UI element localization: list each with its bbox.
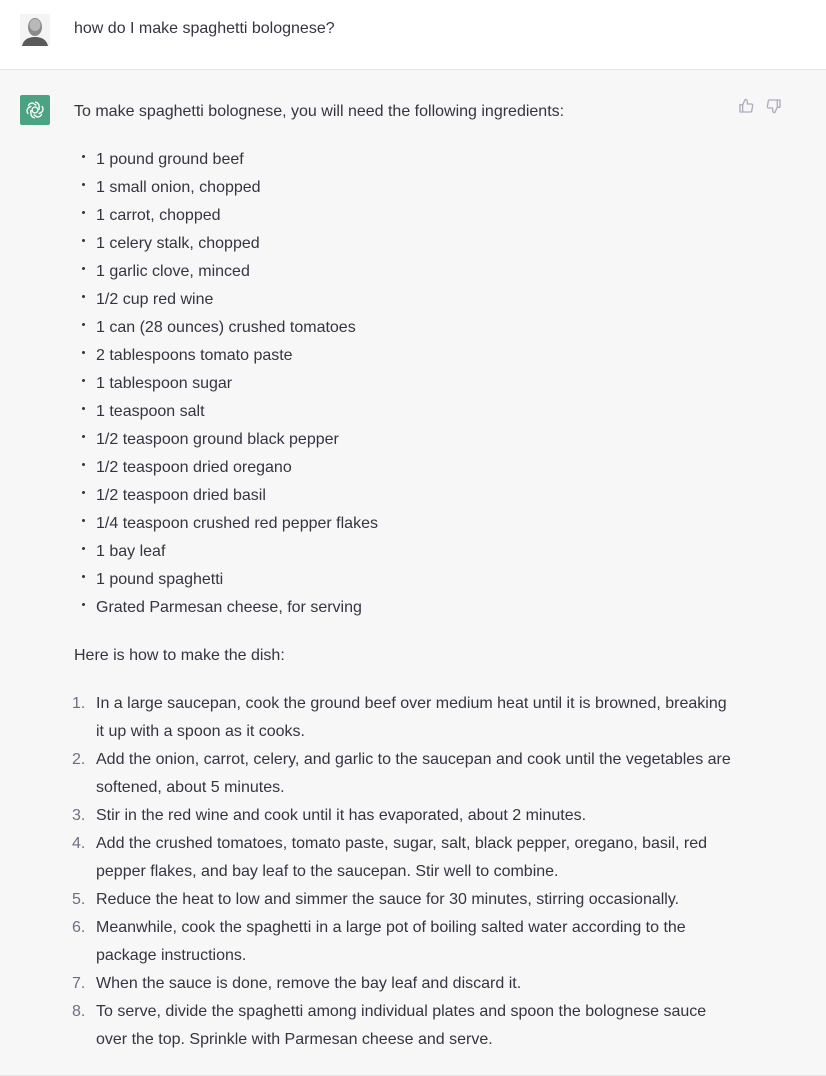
step-text: When the sauce is done, remove the bay leaf and discard it. (96, 975, 522, 992)
ingredient-item: Grated Parmesan cheese, for serving (74, 594, 734, 622)
step-item (74, 998, 734, 1054)
step-item (74, 690, 734, 746)
step-item (74, 802, 734, 830)
intro-text: To make spaghetti bolognese, you will need the following ingredients: (74, 103, 565, 120)
thumbs-down-icon (766, 98, 782, 114)
ingredient-item: 1/4 teaspoon crushed red pepper flakes (74, 510, 734, 538)
ingredient-item: 1 can (28 ounces) crushed tomatoes (74, 314, 734, 342)
step-text: Reduce the heat to low and simmer the sauce for 30 minutes, stirring occasionally. (96, 891, 680, 908)
step-number: 4. (72, 835, 86, 852)
user-message-row (0, 0, 826, 70)
ingredient-item: 1 bay leaf (74, 538, 734, 566)
openai-logo-icon (20, 95, 50, 125)
ingredient-item: 1/2 teaspoon dried oregano (74, 454, 734, 482)
step-text: Stir in the red wine and cook until it has evaporated, about 2 minutes. (96, 807, 587, 824)
step-number: 1. (72, 695, 86, 712)
ingredient-item: 1/2 cup red wine (74, 286, 734, 314)
step-text: In a large saucepan, cook the ground beef over medium heat until it is browned, breaking it up with a spoon as it cooks. (96, 695, 727, 740)
user-message-text: how do I make spaghetti bolognese? (74, 20, 335, 37)
ingredient-item: 1/2 teaspoon dried basil (74, 482, 734, 510)
ingredient-item: 1 carrot, chopped (74, 202, 734, 230)
assistant-message-content (74, 98, 734, 1054)
step-item (74, 830, 734, 886)
step-text: Add the onion, carrot, celery, and garlic to the saucepan and cook until the vegetables are softened, about 5 minutes. (96, 751, 731, 796)
ingredient-item: 1 tablespoon sugar (74, 370, 734, 398)
step-number: 8. (72, 1003, 86, 1020)
step-text: To serve, divide the spaghetti among individual plates and spoon the bolognese sauce over the top. Sprinkle with Parmesan cheese and serve. (96, 1003, 707, 1048)
step-item (74, 914, 734, 970)
ingredient-item: 1 pound ground beef (74, 146, 734, 174)
ingredients-list (74, 146, 734, 622)
step-item (74, 886, 734, 914)
ingredient-item: 2 tablespoons tomato paste (74, 342, 734, 370)
thumbs-down-button[interactable] (765, 97, 783, 115)
assistant-message-row (0, 70, 826, 1076)
ingredient-item: 1 teaspoon salt (74, 398, 734, 426)
step-number: 7. (72, 975, 86, 992)
step-number: 3. (72, 807, 86, 824)
feedback-buttons (737, 97, 783, 115)
step-number: 5. (72, 891, 86, 908)
step-number: 6. (72, 919, 86, 936)
thumbs-up-icon (738, 98, 754, 114)
ingredient-item: 1 celery stalk, chopped (74, 230, 734, 258)
step-item (74, 970, 734, 998)
ingredient-item: 1/2 teaspoon ground black pepper (74, 426, 734, 454)
ingredient-item: 1 pound spaghetti (74, 566, 734, 594)
ingredient-item: 1 garlic clove, minced (74, 258, 734, 286)
ingredient-item: 1 small onion, chopped (74, 174, 734, 202)
step-number: 2. (72, 751, 86, 768)
step-text: Add the crushed tomatoes, tomato paste, sugar, salt, black pepper, oregano, basil, red pepper flakes, and bay leaf to the saucepan. Stir well to combine. (96, 835, 708, 880)
step-text: Meanwhile, cook the spaghetti in a large pot of boiling salted water according to the package instructions. (96, 919, 686, 964)
steps-list (74, 690, 734, 1054)
step-item (74, 746, 734, 802)
user-avatar (20, 14, 50, 46)
steps-intro-text: Here is how to make the dish: (74, 647, 285, 664)
thumbs-up-button[interactable] (737, 97, 755, 115)
